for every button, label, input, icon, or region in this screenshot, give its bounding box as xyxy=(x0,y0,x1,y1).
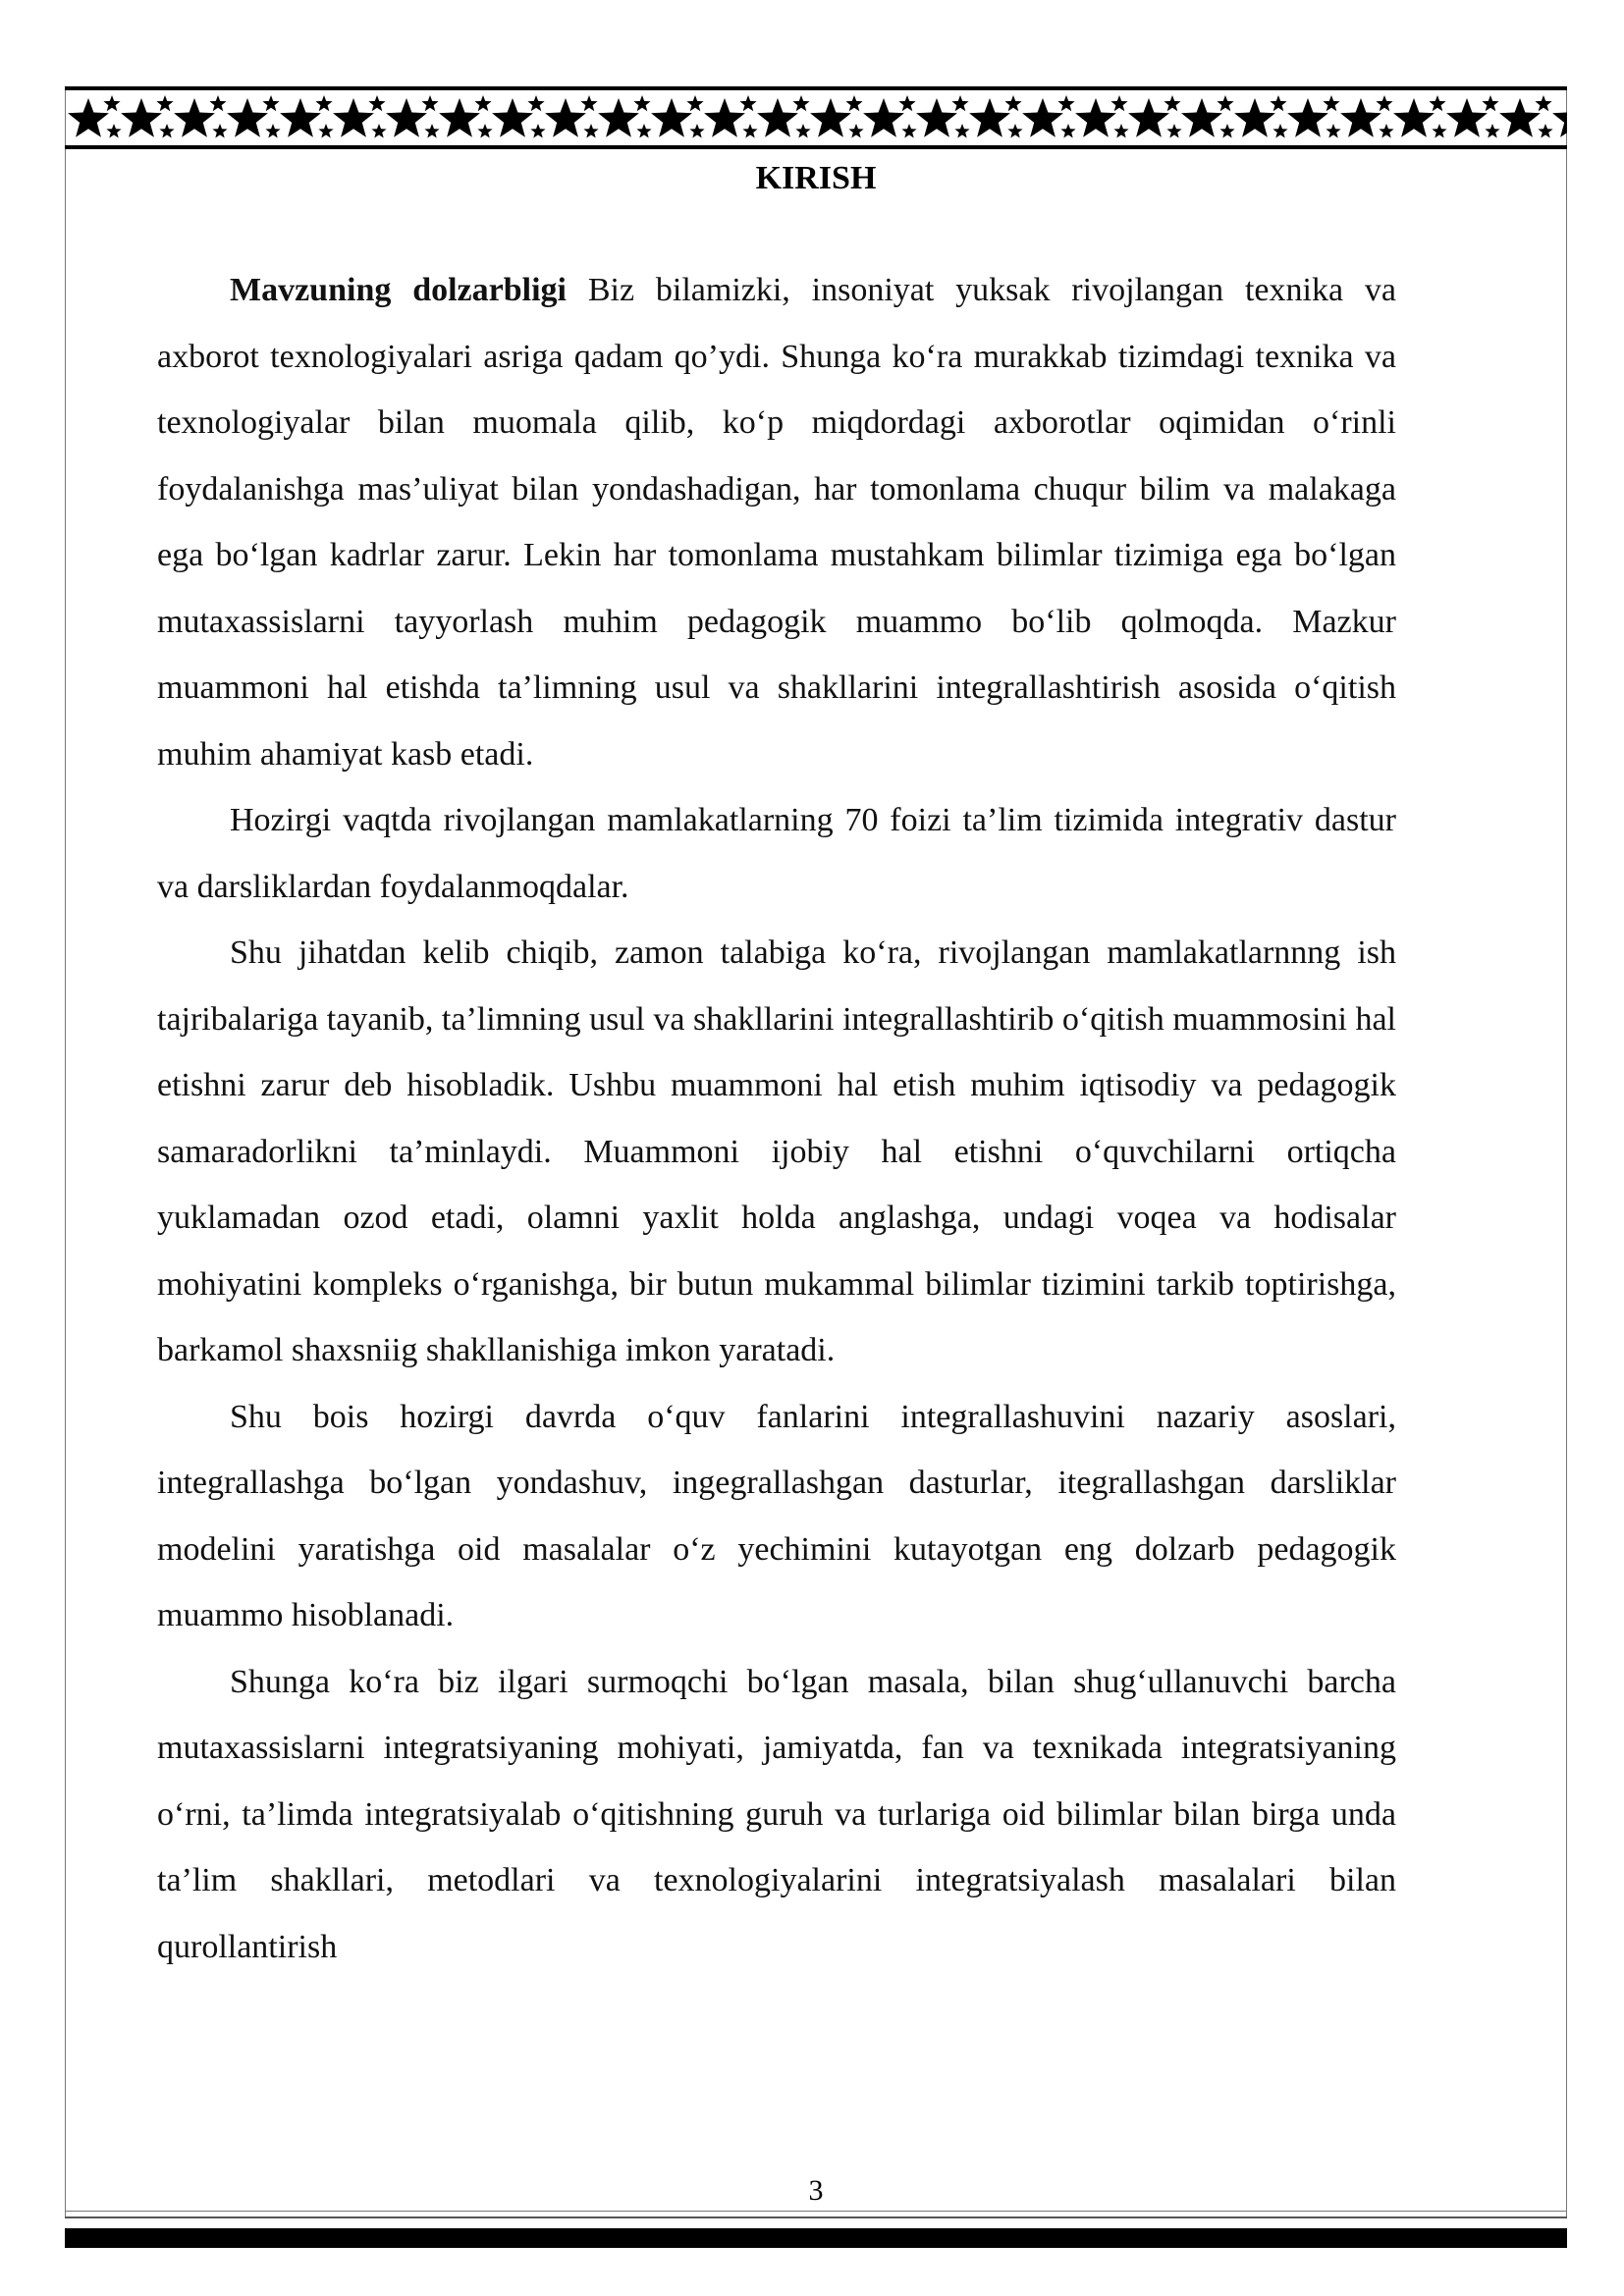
paragraph-1 xyxy=(157,257,1396,787)
paragraph-text: Hozirgi vaqtda rivojlangan mamlakatlarning 70 foizi ta’lim tizimida integrativ dastur va darsliklardan foydalanmoqdalar. xyxy=(157,802,1396,905)
paragraph-text: Shu bois hozirgi davrda o‘quv fanlarini integrallashuvini nazariy asoslari, integrallashga bo‘lgan yondashuv, ingegrallashgan dasturlar, itegrallashgan darsliklar modelini yaratishga oid masalalar o‘z yechimini kutayotgan eng dolzarb pedagogik muammo hisoblanadi. xyxy=(157,1398,1396,1633)
paragraph-text: Shu jihatdan kelib chiqib, zamon talabiga ko‘ra, rivojlangan mamlakatlarnnng ish tajribalariga tayanib, ta’limning usul va shakllarini integrallashtirib o‘qitish muammosini hal etishni zarur deb hisobladik. Ushbu muammoni hal etish muhim iqtisodiy va pedagogik samaradorlikni ta’minlaydi. Muammoni ijobiy hal etishni o‘quvchilarni ortiqcha yuklamadan ozod etadi, olamni yaxlit holda anglashga, undagi voqea va hodisalar mohiyatini kompleks o‘rganishga, bir butun mukammal bilimlar tizimini tarkib toptirishga, barkamol shaxsniig shakllanishiga imkon yaratadi. xyxy=(157,934,1396,1368)
page-number: 3 xyxy=(808,2174,824,2207)
paragraph-text: Biz bilamizki, insoniyat yuksak rivojlangan texnika va axborot texnologiyalari asriga qadam qo’ydi. Shunga ko‘ra murakkab tizimdagi texnika va texnologiyalar bilan muomala qilib, ko‘p miqdordagi axborotlar oqimidan o‘rinli foydalanishga mas’uliyat bilan yondashadigan, har tomonlama chuqur bilim va malakaga ega bo‘lgan kadrlar zarur. Lekin har tomonlama mustahkam bilimlar tizimiga ega bo‘lgan mutaxassislarni tayyorlash muhim pedagogik muammo bo‘lib qolmoqda. Mazkur muammoni hal etishda ta’limning usul va shakllarini integrallashtirish asosida o‘qitish muhim ahamiyat kasb etadi. xyxy=(157,272,1396,773)
paragraph-lead: Mavzuning dolzarbligi xyxy=(230,272,567,308)
paragraph-4 xyxy=(157,1384,1396,1649)
bottom-border-thin xyxy=(65,2211,1567,2212)
page-title: KIRISH xyxy=(755,160,877,196)
paragraph-2 xyxy=(157,787,1396,920)
document-body xyxy=(157,257,1396,1980)
paragraph-5 xyxy=(157,1649,1396,1981)
paragraph-3 xyxy=(157,920,1396,1384)
paragraph-text: Shunga ko‘ra biz ilgari surmoqchi bo‘lgan masala, bilan shug‘ullanuvchi barcha mutaxassislarni integratsiyaning mohiyati, jamiyatda, fan va texnikada integratsiyaning o‘rni, ta’limda integratsiyalab o‘qitishning guruh va turlariga oid bilimlar bilan birga unda ta’lim shakllari, metodlari va texnologiyalarini integratsiyalash masalalari bilan qurollantirish xyxy=(157,1663,1396,1965)
bottom-border-line xyxy=(65,2216,1567,2218)
star-pattern-graphic xyxy=(65,90,1567,145)
decorative-star-border xyxy=(65,86,1567,149)
bottom-border-bar xyxy=(65,2228,1567,2248)
